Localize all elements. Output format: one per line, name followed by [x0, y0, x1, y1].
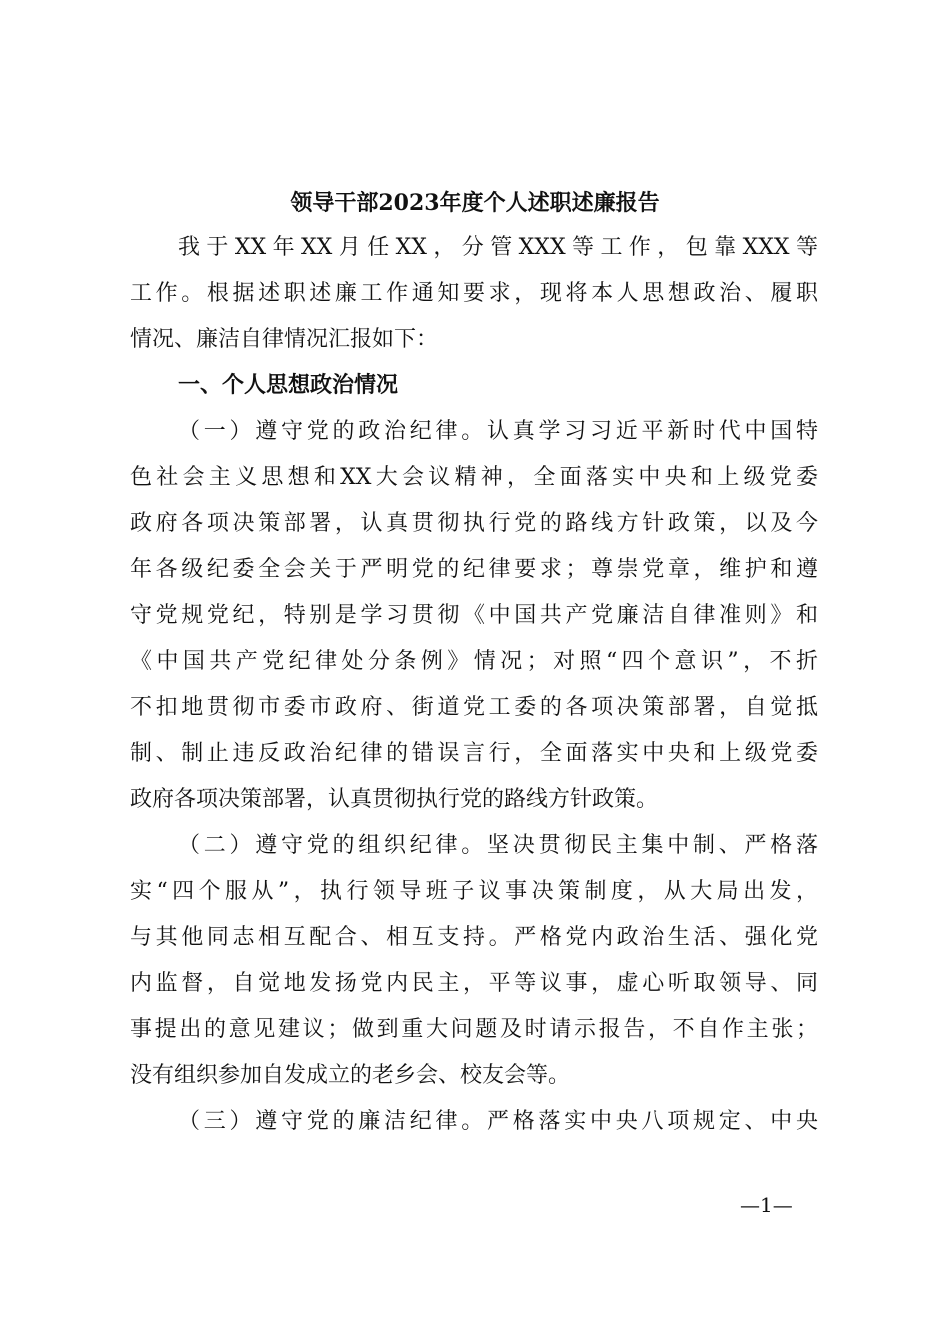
page-number: —1— [740, 1193, 793, 1217]
paragraph-line: 与其他同志相互配合、相互支持。严格党内政治生活、强化党 [130, 925, 818, 950]
paragraph-line: 政府各项决策部署，认真贯彻执行党的路线方针政策，以及今 [130, 511, 818, 536]
paragraph-line: 制、制止违反政治纪律的错误言行，全面落实中央和上级党委 [130, 741, 818, 766]
paragraph-line: （三）遵守党的廉洁纪律。严格落实中央八项规定、中央 [178, 1109, 818, 1134]
paragraph-line: 《中国共产党纪律处分条例》情况；对照“四个意识”，不折 [130, 649, 818, 674]
paragraph-line: 实“四个服从”，执行领导班子议事决策制度，从大局出发， [130, 879, 818, 904]
paragraph-line: 守党规党纪，特别是学习贯彻《中国共产党廉洁自律准则》和 [130, 603, 818, 628]
paragraph-line: 不扣地贯彻市委市政府、街道党工委的各项决策部署，自觉抵 [130, 695, 818, 720]
paragraph-line: 年各级纪委全会关于严明党的纪律要求；尊崇党章，维护和遵 [130, 557, 818, 582]
paragraph-line: （二）遵守党的组织纪律。坚决贯彻民主集中制、严格落 [178, 833, 818, 858]
paragraph-line: 事提出的意见建议；做到重大问题及时请示报告，不自作主张； [130, 1017, 818, 1042]
paragraph-line: 工作。根据述职述廉工作通知要求，现将本人思想政治、履职 [130, 281, 818, 306]
document-title: 领导干部2023年度个人述职述廉报告 [290, 190, 660, 216]
paragraph-line: 政府各项决策部署，认真贯彻执行党的路线方针政策。 [130, 787, 659, 812]
paragraph-line: 内监督，自觉地发扬党内民主，平等议事，虚心听取领导、同 [130, 971, 818, 996]
paragraph-line: 情况、廉洁自律情况汇报如下： [130, 327, 439, 352]
paragraph-line: 我于XX年XX月任XX，分管XXX等工作，包靠XXX等 [178, 235, 818, 260]
paragraph-line: （一）遵守党的政治纪律。认真学习习近平新时代中国特 [178, 419, 818, 444]
paragraph-line: 色社会主义思想和XX大会议精神，全面落实中央和上级党委 [130, 465, 818, 490]
paragraph-line: 没有组织参加自发成立的老乡会、校友会等。 [130, 1063, 571, 1088]
section-heading: 一、个人思想政治情况 [178, 373, 399, 398]
